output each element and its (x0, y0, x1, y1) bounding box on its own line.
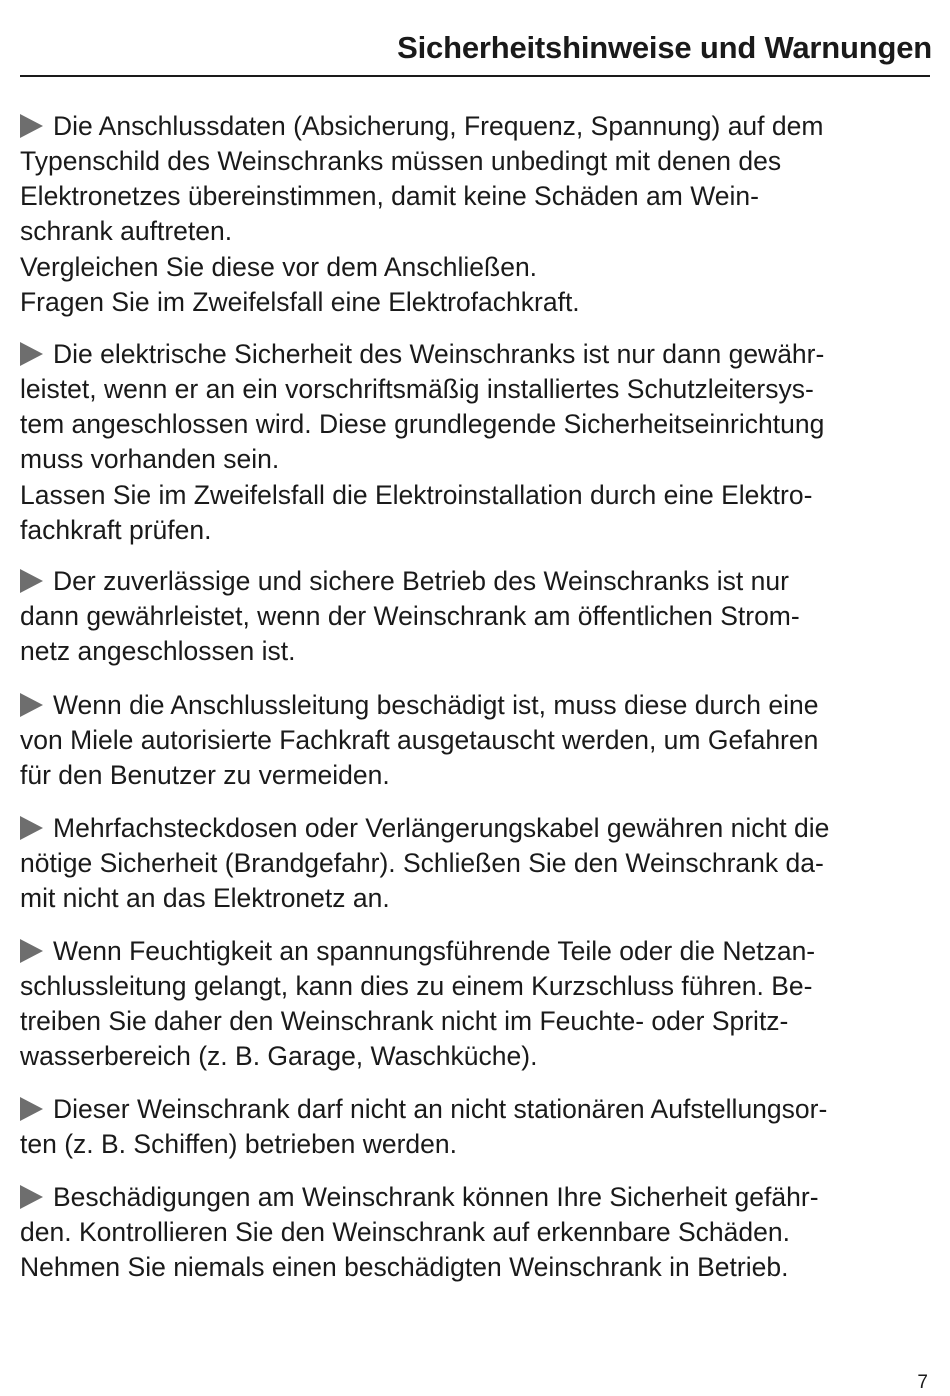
page-number: 7 (917, 1372, 928, 1393)
paragraph-line: Typenschild des Weinschranks müssen unbedingt mit denen des (20, 146, 782, 176)
paragraph-line (20, 811, 829, 845)
paragraph-line-text: Wenn die Anschlussleitung beschädigt ist, muss diese durch eine (53, 690, 819, 720)
paragraph-line: für den Benutzer zu vermeiden. (20, 760, 390, 790)
triangle-bullet-icon (20, 939, 43, 963)
paragraph-line-text: Der zuverlässige und sichere Betrieb des Weinschranks ist nur (53, 566, 789, 596)
paragraph-line: schrank auftreten. (20, 216, 233, 246)
paragraph-line-text: Die Anschlussdaten (Absicherung, Frequenz, Spannung) auf dem (53, 111, 824, 141)
paragraph-line: tem angeschlossen wird. Diese grundlegende Sicherheitseinrichtung (20, 409, 825, 439)
paragraph-line-text: Dieser Weinschrank darf nicht an nicht stationären Aufstellungsor- (53, 1094, 828, 1124)
triangle-bullet-icon (20, 1097, 43, 1121)
paragraph-line: dann gewährleistet, wenn der Weinschrank am öffentlichen Strom- (20, 601, 800, 631)
paragraph-line: Vergleichen Sie diese vor dem Anschließen. (20, 252, 538, 282)
paragraph-line: Fragen Sie im Zweifelsfall eine Elektrofachkraft. (20, 287, 580, 317)
paragraph-line: ten (z. B. Schiffen) betrieben werden. (20, 1129, 458, 1159)
paragraph-line: mit nicht an das Elektronetz an. (20, 883, 390, 913)
paragraph-line (20, 934, 815, 968)
paragraph-line: schlussleitung gelangt, kann dies zu einem Kurzschluss führen. Be- (20, 971, 813, 1001)
paragraph-line: Lassen Sie im Zweifelsfall die Elektroinstallation durch eine Elektro- (20, 480, 813, 510)
paragraph-line (20, 564, 789, 598)
triangle-bullet-icon (20, 114, 43, 138)
paragraph-line: muss vorhanden sein. (20, 444, 280, 474)
paragraph-line: fachkraft prüfen. (20, 515, 212, 545)
paragraph-line: von Miele autorisierte Fachkraft ausgetauscht werden, um Gefahren (20, 725, 819, 755)
triangle-bullet-icon (20, 342, 43, 366)
triangle-bullet-icon (20, 816, 43, 840)
paragraph-line: den. Kontrollieren Sie den Weinschrank auf erkennbare Schäden. (20, 1217, 790, 1247)
paragraph-line: Elektronetzes übereinstimmen, damit keine Schäden am Wein- (20, 181, 759, 211)
page-title: Sicherheitshinweise und Warnungen (397, 30, 932, 65)
paragraph-line: leistet, wenn er an ein vorschriftsmäßig installiertes Schutzleitersys- (20, 374, 814, 404)
paragraph-line: Nehmen Sie niemals einen beschädigten Weinschrank in Betrieb. (20, 1252, 789, 1282)
paragraph-line: nötige Sicherheit (Brandgefahr). Schließen Sie den Weinschrank da- (20, 848, 824, 878)
paragraph-line-text: Mehrfachsteckdosen oder Verlängerungskabel gewähren nicht die (53, 813, 830, 843)
paragraph-line (20, 337, 824, 371)
triangle-bullet-icon (20, 693, 43, 717)
paragraph-line-text: Wenn Feuchtigkeit an spannungsführende Teile oder die Netzan- (53, 936, 816, 966)
paragraph-line-text: Die elektrische Sicherheit des Weinschranks ist nur dann gewähr- (53, 339, 825, 369)
paragraph-line: wasserbereich (z. B. Garage, Waschküche). (20, 1041, 538, 1071)
paragraph-line (20, 688, 819, 722)
page-header (20, 0, 930, 77)
paragraph-line (20, 1180, 819, 1214)
paragraph-line: netz angeschlossen ist. (20, 636, 296, 666)
paragraph-line (20, 1092, 827, 1126)
paragraph-line (20, 109, 823, 143)
paragraph-line-text: Beschädigungen am Weinschrank können Ihre Sicherheit gefähr- (53, 1182, 819, 1212)
triangle-bullet-icon (20, 569, 43, 593)
paragraph-line: treiben Sie daher den Weinschrank nicht im Feuchte- oder Spritz- (20, 1006, 789, 1036)
triangle-bullet-icon (20, 1185, 43, 1209)
